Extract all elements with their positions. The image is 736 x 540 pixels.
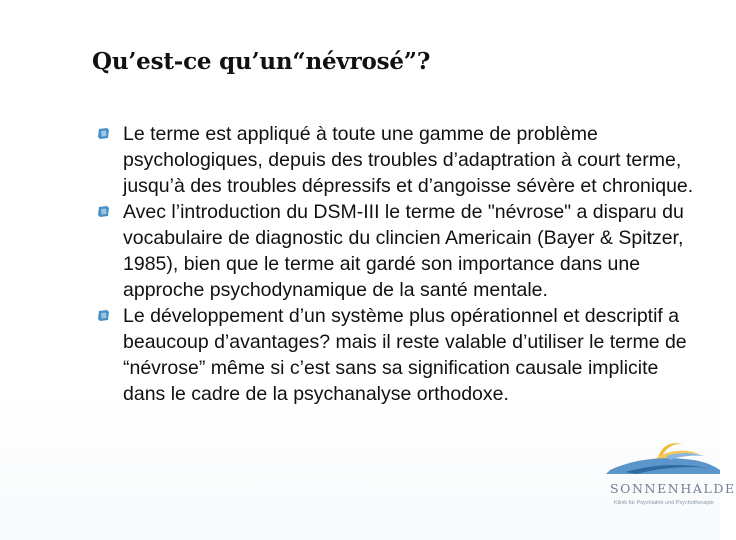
bullet-text: Le développement d’un système plus opérationnel et descriptif a beaucoup d’avantages? mais il reste valable d’utiliser le terme de “névrose” même si c’est sans sa signification causale implicite dans le cadre de la psychanalyse orthodoxe.: [123, 305, 687, 405]
bullet-item: [98, 303, 698, 407]
logo-subtitle: Klinik für Psychiatrie und Psychotherapie: [614, 500, 714, 506]
square-bullet-icon: [98, 205, 110, 218]
bullet-text: Le terme est appliqué à toute une gamme de problème psychologiques, depuis des troubles d’adaptration à court terme, jusqu’à des troubles dépressifs et d’angoisse sévère et chronique.: [123, 123, 694, 197]
square-bullet-icon: [98, 309, 110, 322]
sonnenhalde-logo: [596, 430, 736, 540]
logo-name: SONNENHALDE: [610, 481, 736, 496]
bullet-item: [98, 121, 698, 199]
bullet-text: Avec l’introduction du DSM-III le terme de "névrose" a disparu du vocabulaire de diagnostic du clincien Americain (Bayer & Spitzer, 1985), bien que le terme ait gardé son importance dans une approche psychodynamique de la santé mentale.: [123, 201, 684, 301]
square-bullet-icon: [98, 127, 110, 140]
bullet-item: [98, 199, 698, 303]
slide-title: Qu’est-ce qu’un“névrosé”?: [92, 48, 431, 75]
sun-wave-logo-icon: [596, 430, 720, 474]
bullet-list: [98, 121, 698, 407]
